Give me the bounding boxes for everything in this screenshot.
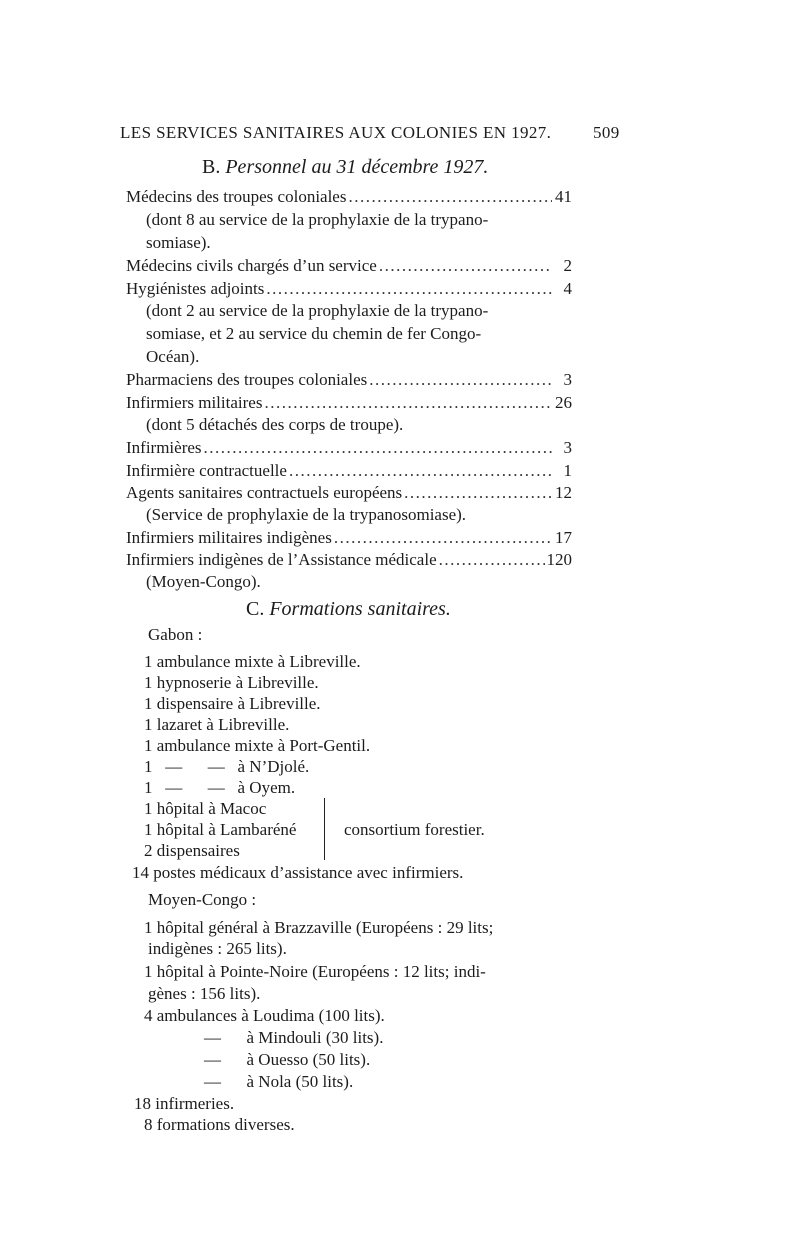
moyen-congo-heading: Moyen-Congo : [148,890,257,909]
leader-dots [439,549,545,571]
row-value: 26 [555,393,572,412]
row-note: (dont 5 détachés des corps de troupe). [146,415,404,434]
row-label: Pharmaciens des troupes coloniales [126,370,368,389]
section-b-heading: Personnel au 31 décembre 1927. [225,156,489,178]
row-value: 12 [555,483,572,502]
gabon-line: 1 lazaret à Libreville. [144,715,290,734]
personnel-row [126,549,572,571]
gabon-line: 1 ambulance mixte à Port-Gentil. [144,736,371,755]
row-label: Infirmiers indigènes de l’Assistance médicale [126,550,437,569]
row-value: 4 [563,279,572,298]
leader-dots [404,482,552,504]
personnel-row [126,369,572,391]
row-note: Océan). [146,347,200,366]
leader-dots [204,437,552,459]
row-label: Hygiénistes adjoints [126,279,265,298]
leader-dots [379,255,552,277]
row-note: (Moyen-Congo). [146,572,261,591]
row-value: 17 [555,528,572,547]
row-value: 1 [563,461,572,480]
running-title: LES SERVICES SANITAIRES AUX COLONIES EN 1927. [120,123,552,142]
gabon-heading: Gabon : [148,625,203,644]
leader-dots [369,369,552,391]
row-value: 2 [563,256,572,275]
row-value: 3 [563,438,572,457]
section-b-letter: B. [202,156,221,178]
row-value: 120 [546,550,572,569]
personnel-row [126,460,572,482]
page-number: 509 [593,123,620,142]
grouping-brace [324,798,335,860]
section-c-letter: C. [246,598,265,620]
row-value: 41 [555,187,572,206]
row-label: Médecins des troupes coloniales [126,187,347,206]
row-value: 3 [563,370,572,389]
personnel-row [126,437,572,459]
moyen-congo-line: — à Nola (50 lits). [204,1072,354,1091]
moyen-congo-line: 1 hôpital général à Brazzaville (Européens : 29 lits; [144,918,494,937]
section-c-title [246,598,451,620]
row-note: (Service de prophylaxie de la trypanosomiase). [146,505,467,524]
personnel-row [126,392,572,414]
row-note: somiase). [146,233,211,252]
personnel-row [126,527,572,549]
moyen-congo-line: 18 infirmeries. [134,1094,235,1113]
moyen-congo-line: 4 ambulances à Loudima (100 lits). [144,1006,385,1025]
gabon-line: 2 dispensaires [144,841,240,860]
personnel-row [126,255,572,277]
leader-dots [348,186,552,208]
leader-dots [334,527,552,549]
gabon-line: 1 hypnoserie à Libreville. [144,673,319,692]
gabon-line: 1 ambulance mixte à Libreville. [144,652,361,671]
gabon-line: 1 hôpital à Macoc [144,799,267,818]
row-label: Médecins civils chargés d’un service [126,256,377,275]
row-label: Agents sanitaires contractuels européens [126,483,403,502]
moyen-congo-line: indigènes : 265 lits). [148,939,287,958]
gabon-line: 1 dispensaire à Libreville. [144,694,321,713]
row-label: Infirmiers militaires [126,393,263,412]
row-label: Infirmières [126,438,202,457]
brace-label: consortium forestier. [344,820,485,839]
row-label: Infirmière contractuelle [126,461,287,480]
gabon-line: 1 hôpital à Lambaréné [144,820,297,839]
row-note: (dont 8 au service de la prophylaxie de la trypano- [146,210,489,229]
leader-dots [264,392,552,414]
leader-dots [289,460,552,482]
row-note: (dont 2 au service de la prophylaxie de la trypano- [146,301,489,320]
moyen-congo-line: — à Mindouli (30 lits). [204,1028,384,1047]
gabon-line: 14 postes médicaux d’assistance avec infirmiers. [132,863,464,882]
gabon-line: 1 — — à Oyem. [144,778,296,797]
personnel-row [126,278,572,300]
moyen-congo-line: 8 formations diverses. [144,1115,295,1134]
leader-dots [266,278,552,300]
row-label: Infirmiers militaires indigènes [126,528,332,547]
moyen-congo-line: — à Ouesso (50 lits). [204,1050,371,1069]
section-b-title [202,156,488,178]
gabon-line: 1 — — à N’Djolé. [144,757,310,776]
personnel-row [126,186,572,208]
moyen-congo-line: 1 hôpital à Pointe-Noire (Européens : 12 lits; indi- [144,962,486,981]
moyen-congo-line: gènes : 156 lits). [148,984,261,1003]
section-c-heading: Formations sanitaires. [269,598,451,620]
row-note: somiase, et 2 au service du chemin de fer Congo- [146,324,482,343]
personnel-row [126,482,572,504]
